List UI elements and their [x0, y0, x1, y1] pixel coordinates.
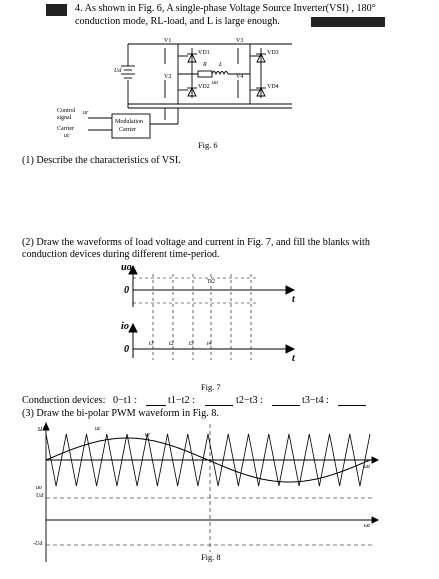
switch-v4-label: V4 — [236, 74, 244, 80]
diode-vd4-label: VD4 — [267, 84, 279, 90]
switch-v2-label: V2 — [164, 74, 172, 80]
fig7-uo-label: uo — [121, 262, 132, 273]
devices-interval-0: 0−t1 : — [113, 395, 138, 406]
fig7-t-label-2: t — [292, 353, 295, 364]
devices-interval-3: t3−t4 : — [302, 395, 329, 406]
diode-vd3-label: VD3 — [267, 50, 279, 56]
fig8-uo-label: uo — [36, 485, 42, 491]
fig8-wt-label: ωt — [364, 464, 370, 470]
diode-vd2-label: VD2 — [198, 84, 210, 90]
fig8-caption: Fig. 8 — [201, 553, 221, 562]
devices-interval-1: t1−t2 : — [168, 395, 195, 406]
fig8-ud-label: Ud — [36, 493, 44, 499]
fig8-u-label: u — [38, 424, 43, 433]
diode-vd1-label: VD1 — [198, 50, 210, 56]
carrier-label: Carrier — [57, 126, 74, 132]
control-label-1: Control — [57, 108, 76, 114]
dc-voltage-label: Ud — [114, 68, 122, 74]
fig8-neg-ud-label: -Ud — [33, 541, 43, 547]
fig7-time-mark-t1: t1 — [149, 341, 154, 347]
fig7-zero-1: 0 — [124, 285, 130, 296]
part2-line-1: (2) Draw the waveforms of load voltage and current in Fig. 7, and fill the blanks with — [22, 237, 370, 248]
part2-line-2: conduction devices during different time-period. — [22, 249, 220, 260]
fig7-time-mark-t4: t4 — [207, 341, 212, 347]
modulation-label-1: Modulation — [115, 119, 143, 125]
part1-text: (1) Describe the characteristics of VSI. — [22, 155, 181, 166]
carrier-symbol: uc — [64, 133, 70, 139]
fig8-wt-label-2: ωt — [364, 523, 370, 529]
fig7-time-mark-t3: t3 — [189, 341, 194, 347]
fig6-caption: Fig. 6 — [198, 141, 218, 150]
fig8-uc-label: uc — [95, 426, 101, 432]
modulation-label-2: Carrier — [119, 127, 136, 133]
part3-text: (3) Draw the bi-polar PWM waveform in Fig. 8. — [22, 408, 219, 419]
fig7-period-label: T/2 — [207, 279, 216, 285]
fig7-io-label: io — [121, 321, 129, 332]
devices-prefix: Conduction devices: — [22, 395, 106, 406]
load-r-label: R — [203, 62, 207, 68]
load-l-label: L — [219, 62, 223, 68]
fig7-t-label-1: t — [292, 294, 295, 305]
question-line-1: 4. As shown in Fig. 6, A single-phase Voltage Source Inverter(VSI) , 180° — [75, 3, 376, 14]
devices-interval-2: t2−t3 : — [236, 395, 263, 406]
control-label-2: signal — [57, 115, 72, 121]
load-voltage-label: uo — [212, 80, 218, 86]
fig8-ur-label: ur — [145, 432, 151, 438]
question-line-2: conduction mode, RL-load, and L is large enough. — [75, 16, 280, 27]
switch-v3-label: V3 — [236, 38, 244, 44]
switch-v1-label: V1 — [164, 38, 172, 44]
fig7-time-mark-t2: t2 — [169, 341, 174, 347]
fig7-caption: Fig. 7 — [201, 383, 221, 392]
control-symbol: ur — [83, 110, 89, 116]
fig7-zero-2: 0 — [124, 344, 130, 355]
